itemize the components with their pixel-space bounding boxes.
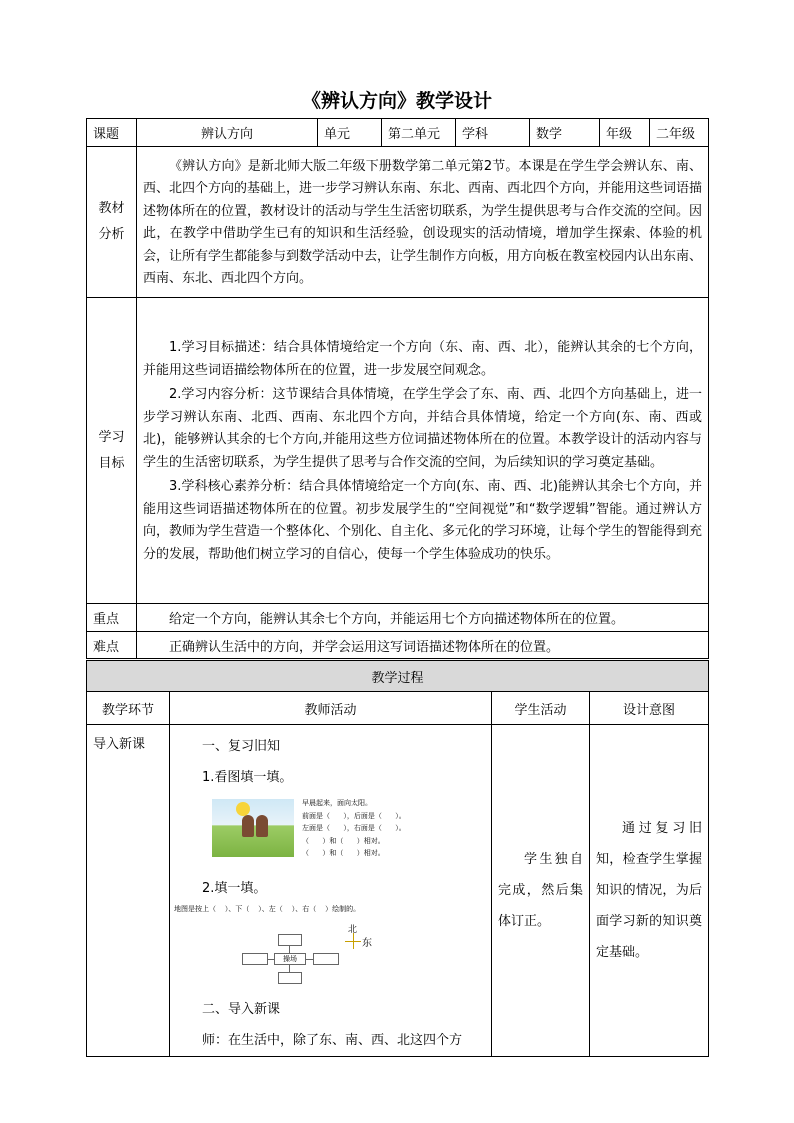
- compass-north-label: 北: [348, 925, 358, 935]
- objectives-label-line1: 学习: [98, 429, 125, 445]
- map-connector: [289, 964, 290, 972]
- page-title: 《辨认方向》教学设计: [301, 90, 492, 112]
- figure1-questions: [302, 797, 406, 860]
- objectives-label-line2: 目标: [98, 455, 125, 471]
- unit-value: 第二单元: [382, 119, 456, 147]
- analysis-label: [87, 147, 137, 298]
- key-point-label: 重点: [87, 604, 137, 632]
- header-student: 学生活动: [492, 692, 590, 725]
- design-intent: 通过复习旧知，检查学生掌握知识的情况，为后面学习新的知识奠定基础。: [590, 725, 709, 1057]
- objectives-cell: [137, 298, 709, 604]
- map-box-right: [313, 953, 339, 965]
- header-stage: 教学环节: [87, 692, 170, 725]
- sun-icon: [236, 802, 250, 816]
- subject-value: 辨认方向: [137, 119, 318, 147]
- map-box-bottom: [278, 972, 302, 984]
- analysis-text: 《辨认方向》是新北师大版二年级下册数学第二单元第2节。本课是在学生学会辨认东、南、西、北四个方向的基础上，进一步学习辨认东南、东北、西南、西北四个方向，并能用这些词语描述物体所在的位置，教材设计的活动与学生生活密切联系，为学生提供思考与合作交流的空间。因此，在教学中借助学生已有的知识和生活经验，创设现实的活动情境，增加学生探索、体验的机会，让所有学生都能参与到数学活动中去，让学生制作方向板，用方向板在教室校园内认出东南、西南、东北、西北四个方向。: [143, 158, 703, 286]
- key-point-text: 给定一个方向，能辨认其余七个方向，并能运用七个方向描述物体所在的位置。: [137, 604, 709, 632]
- map-connector: [289, 945, 290, 953]
- process-section-title: 教学过程: [87, 661, 709, 692]
- objectives-label: [87, 298, 137, 604]
- figure1-line: 前面是（ ），后面是（ ）。: [302, 811, 406, 820]
- compass-east-label: 东: [362, 938, 372, 949]
- figure1-line: （ ）和（ ）相对。: [302, 836, 385, 845]
- student-activity: 学生独自完成，然后集体订正。: [492, 725, 590, 1057]
- sunrise-picture: [212, 799, 294, 857]
- objective-item-1: 1.学习目标描述：结合具体情境给定一个方向（东、南、西、北），能辨认其余的七个方向，并能用这些词语描绘物体所在的位置，进一步发展空间观念。: [143, 340, 702, 378]
- analysis-label-line1: 教材: [98, 201, 125, 216]
- analysis-cell: [137, 147, 709, 298]
- process-table: [86, 660, 709, 1057]
- map-box-left: [242, 953, 268, 965]
- intro-text: 师：在生活中，除了东、南、西、北这四个方: [202, 1033, 463, 1048]
- review-heading: 一、复习旧知: [202, 739, 281, 754]
- subject-label: 课题: [87, 119, 137, 147]
- info-table: [86, 118, 709, 659]
- figure-sunrise: [212, 797, 485, 867]
- unit-label: 单元: [318, 119, 382, 147]
- map-box-center: 操场: [274, 953, 306, 965]
- intro-heading: 二、导入新课: [202, 1002, 281, 1017]
- teacher-activity-cell: [170, 725, 492, 1057]
- figure1-line: 早晨起来，面向太阳。: [302, 799, 372, 807]
- stage-cell: 导入新课: [87, 725, 170, 1057]
- objective-item-3: 3.学科核心素养分析：结合具体情境给定一个方向(东、南、西、北)能辨认其余七个方向，并能用这些词语描述物体所在的位置。初步发展学生的“空间视觉”和“数学逻辑”智能。通过辨认方向，教师为学生营造一个整体化、个别化、自主化、多元化的学习环境，让每个学生的智能得到充分的发展，帮助他们树立学习的自信心，使每一个学生体验成功的快乐。: [143, 479, 703, 562]
- child-icon: [242, 815, 254, 837]
- grade-value: 二年级: [650, 119, 709, 147]
- difficult-point-text: 正确辨认生活中的方向，并学会运用这写词语描述物体所在的位置。: [137, 632, 709, 659]
- figure1-line: （ ）和（ ）相对。: [302, 849, 385, 857]
- map-connector: [305, 959, 313, 960]
- task1-label: 1.看图填一填。: [202, 770, 293, 785]
- header-intent: 设计意图: [590, 692, 709, 725]
- map-box-top: [278, 934, 302, 946]
- child-icon: [256, 815, 268, 837]
- grade-label: 年级: [600, 119, 650, 147]
- analysis-label-line2: 分析: [98, 227, 125, 242]
- task2-label: 2.填一填。: [202, 881, 267, 896]
- difficult-point-label: 难点: [87, 632, 137, 659]
- compass-horizontal: [345, 941, 361, 942]
- objective-item-2: 2.学习内容分析：这节课结合具体情境，在学生学会了东、南、西、北四个方向基础上，进一步学习辨认东南、北西、西南、东北四个方向，并结合具体情境，给定一个方向(东、南、西或北)，能够辨认其余的七个方向,并能用这些方位词描述物体所在的位置。本教学设计的活动内容与学生的生活密切联系，为学生提供了思考与合作交流的空间，为后续知识的学习奠定基础。: [143, 387, 702, 470]
- header-teacher: 教师活动: [170, 692, 492, 725]
- figure1-line: 左面是（ ），右面是（ ）。: [302, 824, 406, 832]
- discipline-value: 数学: [530, 119, 600, 147]
- discipline-label: 学科: [456, 119, 530, 147]
- figure-map: [174, 904, 485, 986]
- figure2-question: 地图是按上（ ）、下（ ）、左（ ）、右（ ）绘制的。: [174, 905, 361, 913]
